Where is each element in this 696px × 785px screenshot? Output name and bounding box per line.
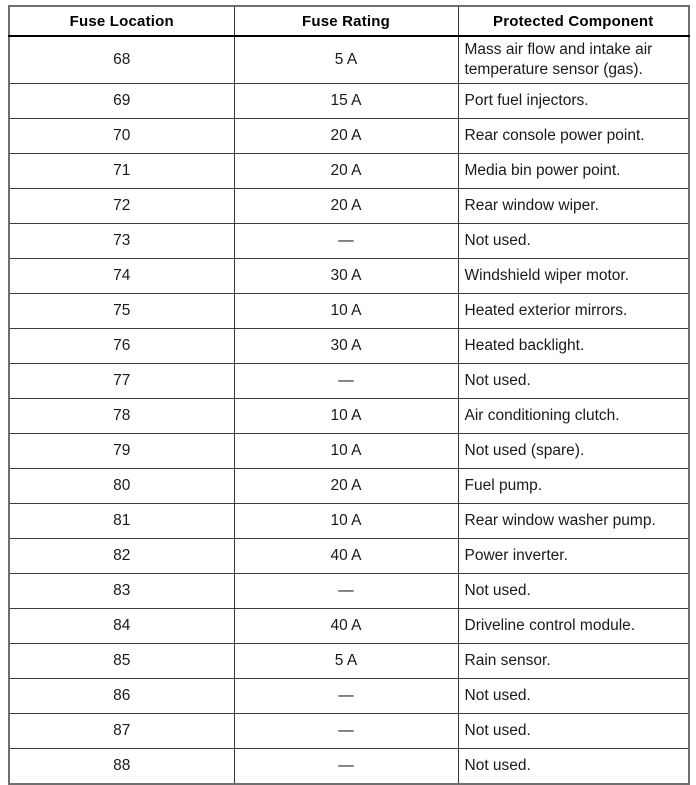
fuse-location-cell: 78 xyxy=(9,399,234,434)
protected-component-cell: Power inverter. xyxy=(458,539,689,574)
fuse-rating-cell: 30 A xyxy=(234,259,458,294)
table-row xyxy=(9,609,689,644)
table-row xyxy=(9,714,689,749)
fuse-rating-cell: 15 A xyxy=(234,84,458,119)
fuse-location-cell: 81 xyxy=(9,504,234,539)
fuse-rating-cell: 20 A xyxy=(234,469,458,504)
fuse-location-cell: 70 xyxy=(9,119,234,154)
fuse-location-cell: 74 xyxy=(9,259,234,294)
table-row xyxy=(9,749,689,785)
protected-component-cell: Mass air flow and intake air temperature sensor (gas). xyxy=(458,36,689,84)
table-row xyxy=(9,434,689,469)
fuse-location-cell: 86 xyxy=(9,679,234,714)
fuse-location-cell: 87 xyxy=(9,714,234,749)
protected-component-cell: Rear console power point. xyxy=(458,119,689,154)
fuse-location-cell: 85 xyxy=(9,644,234,679)
header-protected-component: Protected Component xyxy=(458,6,689,36)
fuse-rating-cell: 20 A xyxy=(234,189,458,224)
header-fuse-location: Fuse Location xyxy=(9,6,234,36)
protected-component-cell: Heated backlight. xyxy=(458,329,689,364)
table-row xyxy=(9,119,689,154)
protected-component-cell: Air conditioning clutch. xyxy=(458,399,689,434)
table-row xyxy=(9,189,689,224)
protected-component-cell: Not used. xyxy=(458,749,689,785)
table-row xyxy=(9,399,689,434)
fuse-rating-cell: 5 A xyxy=(234,36,458,84)
header-fuse-rating: Fuse Rating xyxy=(234,6,458,36)
table-row xyxy=(9,539,689,574)
table-row xyxy=(9,644,689,679)
table-row xyxy=(9,224,689,259)
protected-component-cell: Not used. xyxy=(458,679,689,714)
fuse-rating-cell: — xyxy=(234,679,458,714)
fuse-rating-cell: — xyxy=(234,364,458,399)
fuse-location-cell: 76 xyxy=(9,329,234,364)
fuse-rating-cell: 40 A xyxy=(234,609,458,644)
fuse-rating-cell: 10 A xyxy=(234,434,458,469)
fuse-specification-table xyxy=(8,5,690,785)
fuse-location-cell: 88 xyxy=(9,749,234,785)
table-row xyxy=(9,294,689,329)
protected-component-cell: Not used. xyxy=(458,714,689,749)
protected-component-cell: Windshield wiper motor. xyxy=(458,259,689,294)
table-row xyxy=(9,154,689,189)
fuse-location-cell: 72 xyxy=(9,189,234,224)
table-row xyxy=(9,36,689,84)
protected-component-cell: Fuel pump. xyxy=(458,469,689,504)
protected-component-cell: Rain sensor. xyxy=(458,644,689,679)
table-row xyxy=(9,329,689,364)
protected-component-cell: Not used. xyxy=(458,224,689,259)
table-row xyxy=(9,364,689,399)
protected-component-cell: Media bin power point. xyxy=(458,154,689,189)
table-row xyxy=(9,504,689,539)
protected-component-cell: Driveline control module. xyxy=(458,609,689,644)
header-row xyxy=(9,6,689,36)
fuse-location-cell: 75 xyxy=(9,294,234,329)
fuse-rating-cell: — xyxy=(234,574,458,609)
fuse-location-cell: 82 xyxy=(9,539,234,574)
table-row xyxy=(9,574,689,609)
protected-component-cell: Not used. xyxy=(458,364,689,399)
protected-component-cell: Rear window wiper. xyxy=(458,189,689,224)
fuse-rating-cell: 5 A xyxy=(234,644,458,679)
fuse-rating-cell: — xyxy=(234,714,458,749)
table-row xyxy=(9,259,689,294)
fuse-rating-cell: 10 A xyxy=(234,399,458,434)
fuse-rating-cell: — xyxy=(234,749,458,785)
fuse-rating-cell: — xyxy=(234,224,458,259)
protected-component-cell: Not used (spare). xyxy=(458,434,689,469)
fuse-location-cell: 77 xyxy=(9,364,234,399)
table-row xyxy=(9,679,689,714)
fuse-rating-cell: 10 A xyxy=(234,294,458,329)
table-row xyxy=(9,84,689,119)
protected-component-cell: Not used. xyxy=(458,574,689,609)
fuse-location-cell: 79 xyxy=(9,434,234,469)
fuse-location-cell: 68 xyxy=(9,36,234,84)
fuse-location-cell: 69 xyxy=(9,84,234,119)
protected-component-cell: Port fuel injectors. xyxy=(458,84,689,119)
protected-component-cell: Rear window washer pump. xyxy=(458,504,689,539)
fuse-rating-cell: 20 A xyxy=(234,154,458,189)
fuse-rating-cell: 30 A xyxy=(234,329,458,364)
fuse-location-cell: 83 xyxy=(9,574,234,609)
protected-component-cell: Heated exterior mirrors. xyxy=(458,294,689,329)
fuse-location-cell: 80 xyxy=(9,469,234,504)
table-row xyxy=(9,469,689,504)
fuse-location-cell: 71 xyxy=(9,154,234,189)
fuse-rating-cell: 20 A xyxy=(234,119,458,154)
fuse-location-cell: 84 xyxy=(9,609,234,644)
fuse-rating-cell: 10 A xyxy=(234,504,458,539)
fuse-rating-cell: 40 A xyxy=(234,539,458,574)
table-body xyxy=(9,36,689,784)
fuse-location-cell: 73 xyxy=(9,224,234,259)
